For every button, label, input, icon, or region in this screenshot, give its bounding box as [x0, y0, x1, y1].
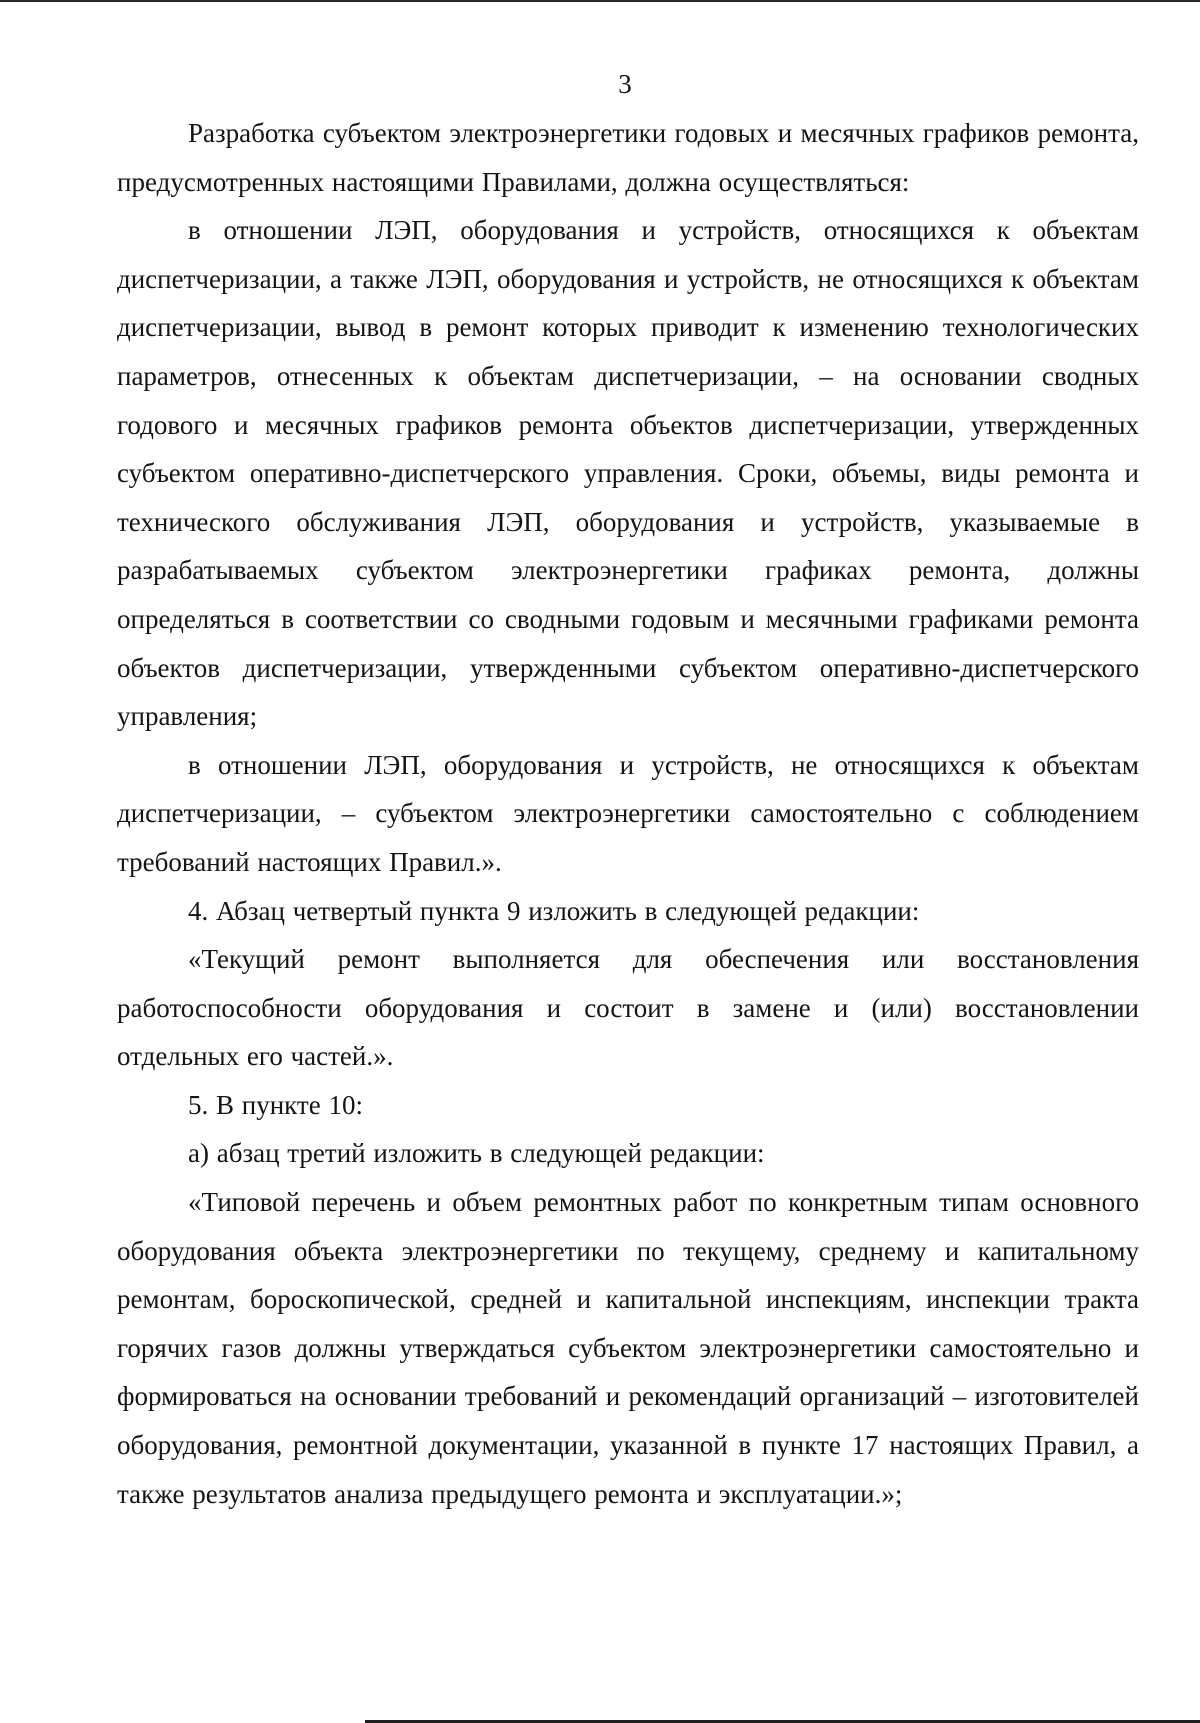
paragraph: 4. Абзац четвертый пункта 9 изложить в следующей редакции:	[188, 895, 920, 926]
scan-edge-top	[0, 0, 1200, 2]
paragraph: «Текущий ремонт выполняется для обеспечения или восстановления работоспособности оборудования и состоит в замене и (или) восстановлении отдельных его частей.».	[117, 944, 1139, 1072]
page-number: 3	[618, 69, 632, 99]
paragraph: в отношении ЛЭП, оборудования и устройств, не относящихся к объектам диспетчеризации, – субъектом электроэнергетики самостоятельно с соблюдением требований настоящих Правил.».	[117, 749, 1139, 877]
document-body	[117, 109, 1139, 1518]
paragraph: 5. В пункте 10:	[188, 1089, 363, 1120]
paragraph: Разработка субъектом электроэнергетики годовых и месячных графиков ремонта, предусмотренных настоящими Правилами, должна осуществляться:	[117, 118, 1139, 197]
paragraph: «Типовой перечень и объем ремонтных работ по конкретным типам основного оборудования объекта электроэнергетики по текущему, среднему и капитальному ремонтам, бороскопической, средней и капитальной инспекциям, инспекции тракта горячих газов должны утверждаться субъектом электроэнергетики самостоятельно и формироваться на основании требований и рекомендаций организаций – изготовителей оборудования, ремонтной документации, указанной в пункте 17 настоящих Правил, а также результатов анализа предыдущего ремонта и эксплуатации.»;	[117, 1187, 1139, 1509]
paragraph: а) абзац третий изложить в следующей редакции:	[188, 1138, 765, 1169]
paragraph: в отношении ЛЭП, оборудования и устройств, относящихся к объектам диспетчеризации, а также ЛЭП, оборудования и устройств, не относящихся к объектам диспетчеризации, вывод в ремонт которых приводит к изменению технологических параметров, отнесенных к объектам диспетчеризации, – на основании сводных годового и месячных графиков ремонта объектов диспетчеризации, утвержденных субъектом оперативно-диспетчерского управления. Сроки, объемы, виды ремонта и технического обслуживания ЛЭП, оборудования и устройств, указываемые в разрабатываемых субъектом электроэнергетики графиках ремонта, должны определяться в соответствии со сводными годовым и месячными графиками ремонта объектов диспетчеризации, утвержденными субъектом оперативно-диспетчерского управления;	[117, 215, 1139, 732]
